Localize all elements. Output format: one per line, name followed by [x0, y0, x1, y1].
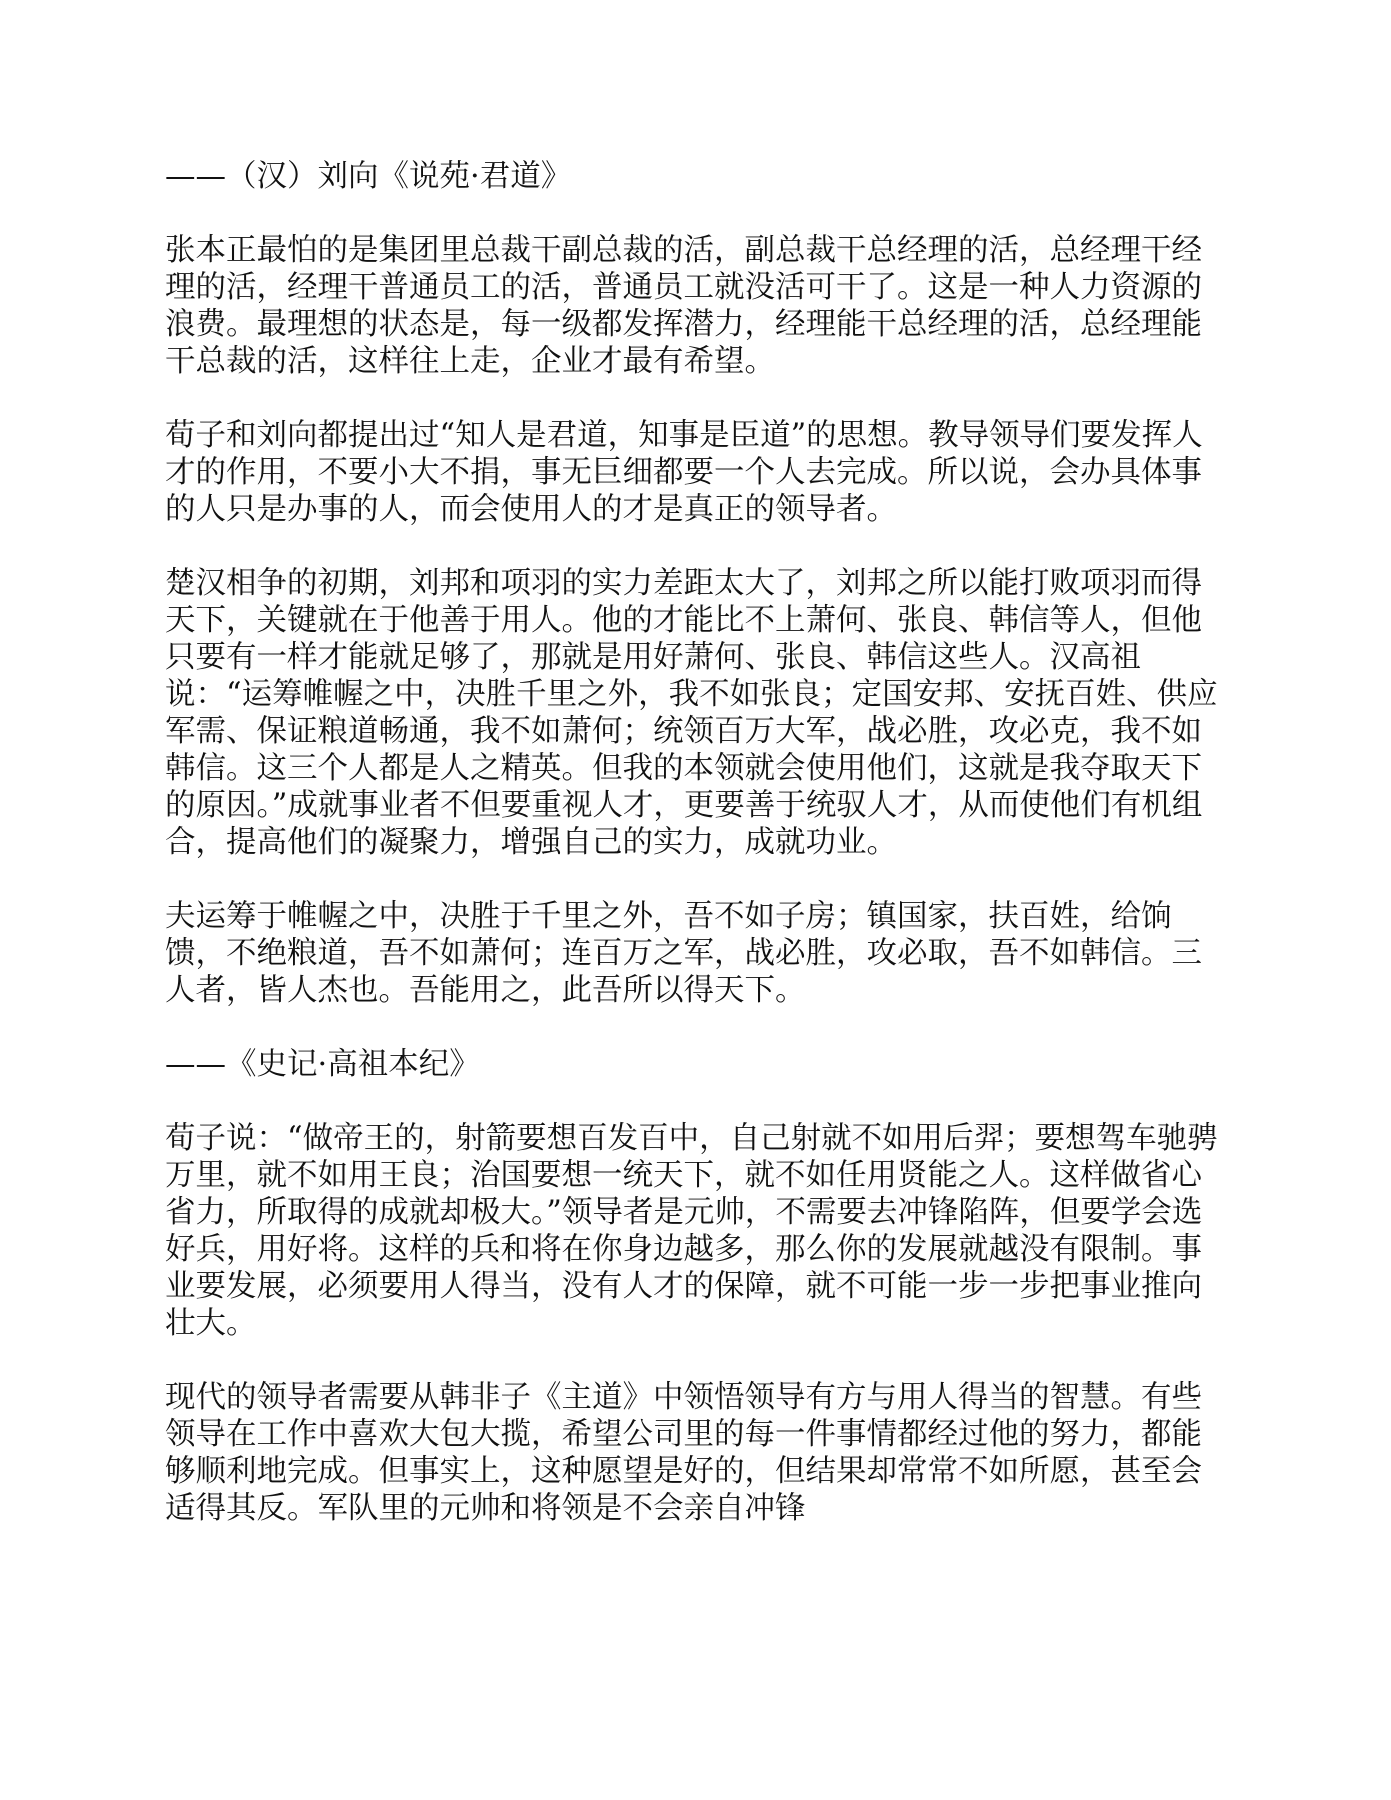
paragraph-modern-leaders: 现代的领导者需要从韩非子《主道》中领悟领导有方与用人得当的智慧。有些领导在工作中喜欢大包大揽，希望公司里的每一件事情都经过他的努力，都能够顺利地完成。但事实上，这种愿望是好的，但结果却常常不如所愿，甚至会适得其反。军队里的元帅和将领是不会亲自冲锋 [165, 1380, 1202, 1526]
document-page [165, 158, 1227, 1564]
quote-gaozu: 夫运筹于帷幄之中，决胜于千里之外，吾不如子房；镇国家，扶百姓，给饷馈，不绝粮道，吾不如萧何；连百万之军，战必胜，攻必取，吾不如韩信。三人者，皆人杰也。吾能用之，此吾所以得天下。 [165, 899, 1202, 1008]
paragraph-xunzi-says: 荀子说：“做帝王的，射箭要想百发百中，自己射就不如用后羿；要想驾车驰骋万里，就不如用王良；治国要想一统天下，就不如任用贤能之人。这样做省心省力，所取得的成就却极大。”领导者是元帅，不需要去冲锋陷阵，但要学会选好兵，用好将。这样的兵和将在你身边越多，那么你的发展就越没有限制。事业要发展，必须要用人得当，没有人才的保障，就不可能一步一步把事业推向壮大。 [165, 1121, 1218, 1341]
paragraph-xunzi-liuxiang: 荀子和刘向都提出过“知人是君道，知事是臣道”的思想。教导领导们要发挥人才的作用，不要小大不捐，事无巨细都要一个人去完成。所以说，会办具体事的人只是办事的人，而会使用人的才是真正的领导者。 [165, 418, 1203, 527]
attribution-liu-xiang: ——（汉）刘向《说苑·君道》 [165, 159, 572, 194]
paragraph-zhang-benzheng: 张本正最怕的是集团里总裁干副总裁的活，副总裁干总经理的活，总经理干经理的活，经理干普通员工的活，普通员工就没活可干了。这是一种人力资源的浪费。最理想的状态是，每一级都发挥潜力，经理能干总经理的活，总经理能干总裁的活，这样往上走，企业才最有希望。 [165, 233, 1202, 379]
attribution-shiji: ——《史记·高祖本纪》 [165, 1047, 480, 1082]
paragraph-chu-han: 楚汉相争的初期，刘邦和项羽的实力差距太大了，刘邦之所以能打败项羽而得天下，关键就在于他善于用人。他的才能比不上萧何、张良、韩信等人，但他只要有一样才能就足够了，那就是用好萧何、张良、韩信这些人。汉高祖说：“运筹帷幄之中，决胜千里之外，我不如张良；定国安邦、安抚百姓、供应军需、保证粮道畅通，我不如萧何；统领百万大军，战必胜，攻必克，我不如韩信。这三个人都是人之精英。但我的本领就会使用他们，这就是我夺取天下的原因。”成就事业者不但要重视人才，更要善于统驭人才，从而使他们有机组合，提高他们的凝聚力，增强自己的实力，成就功业。 [165, 566, 1218, 860]
